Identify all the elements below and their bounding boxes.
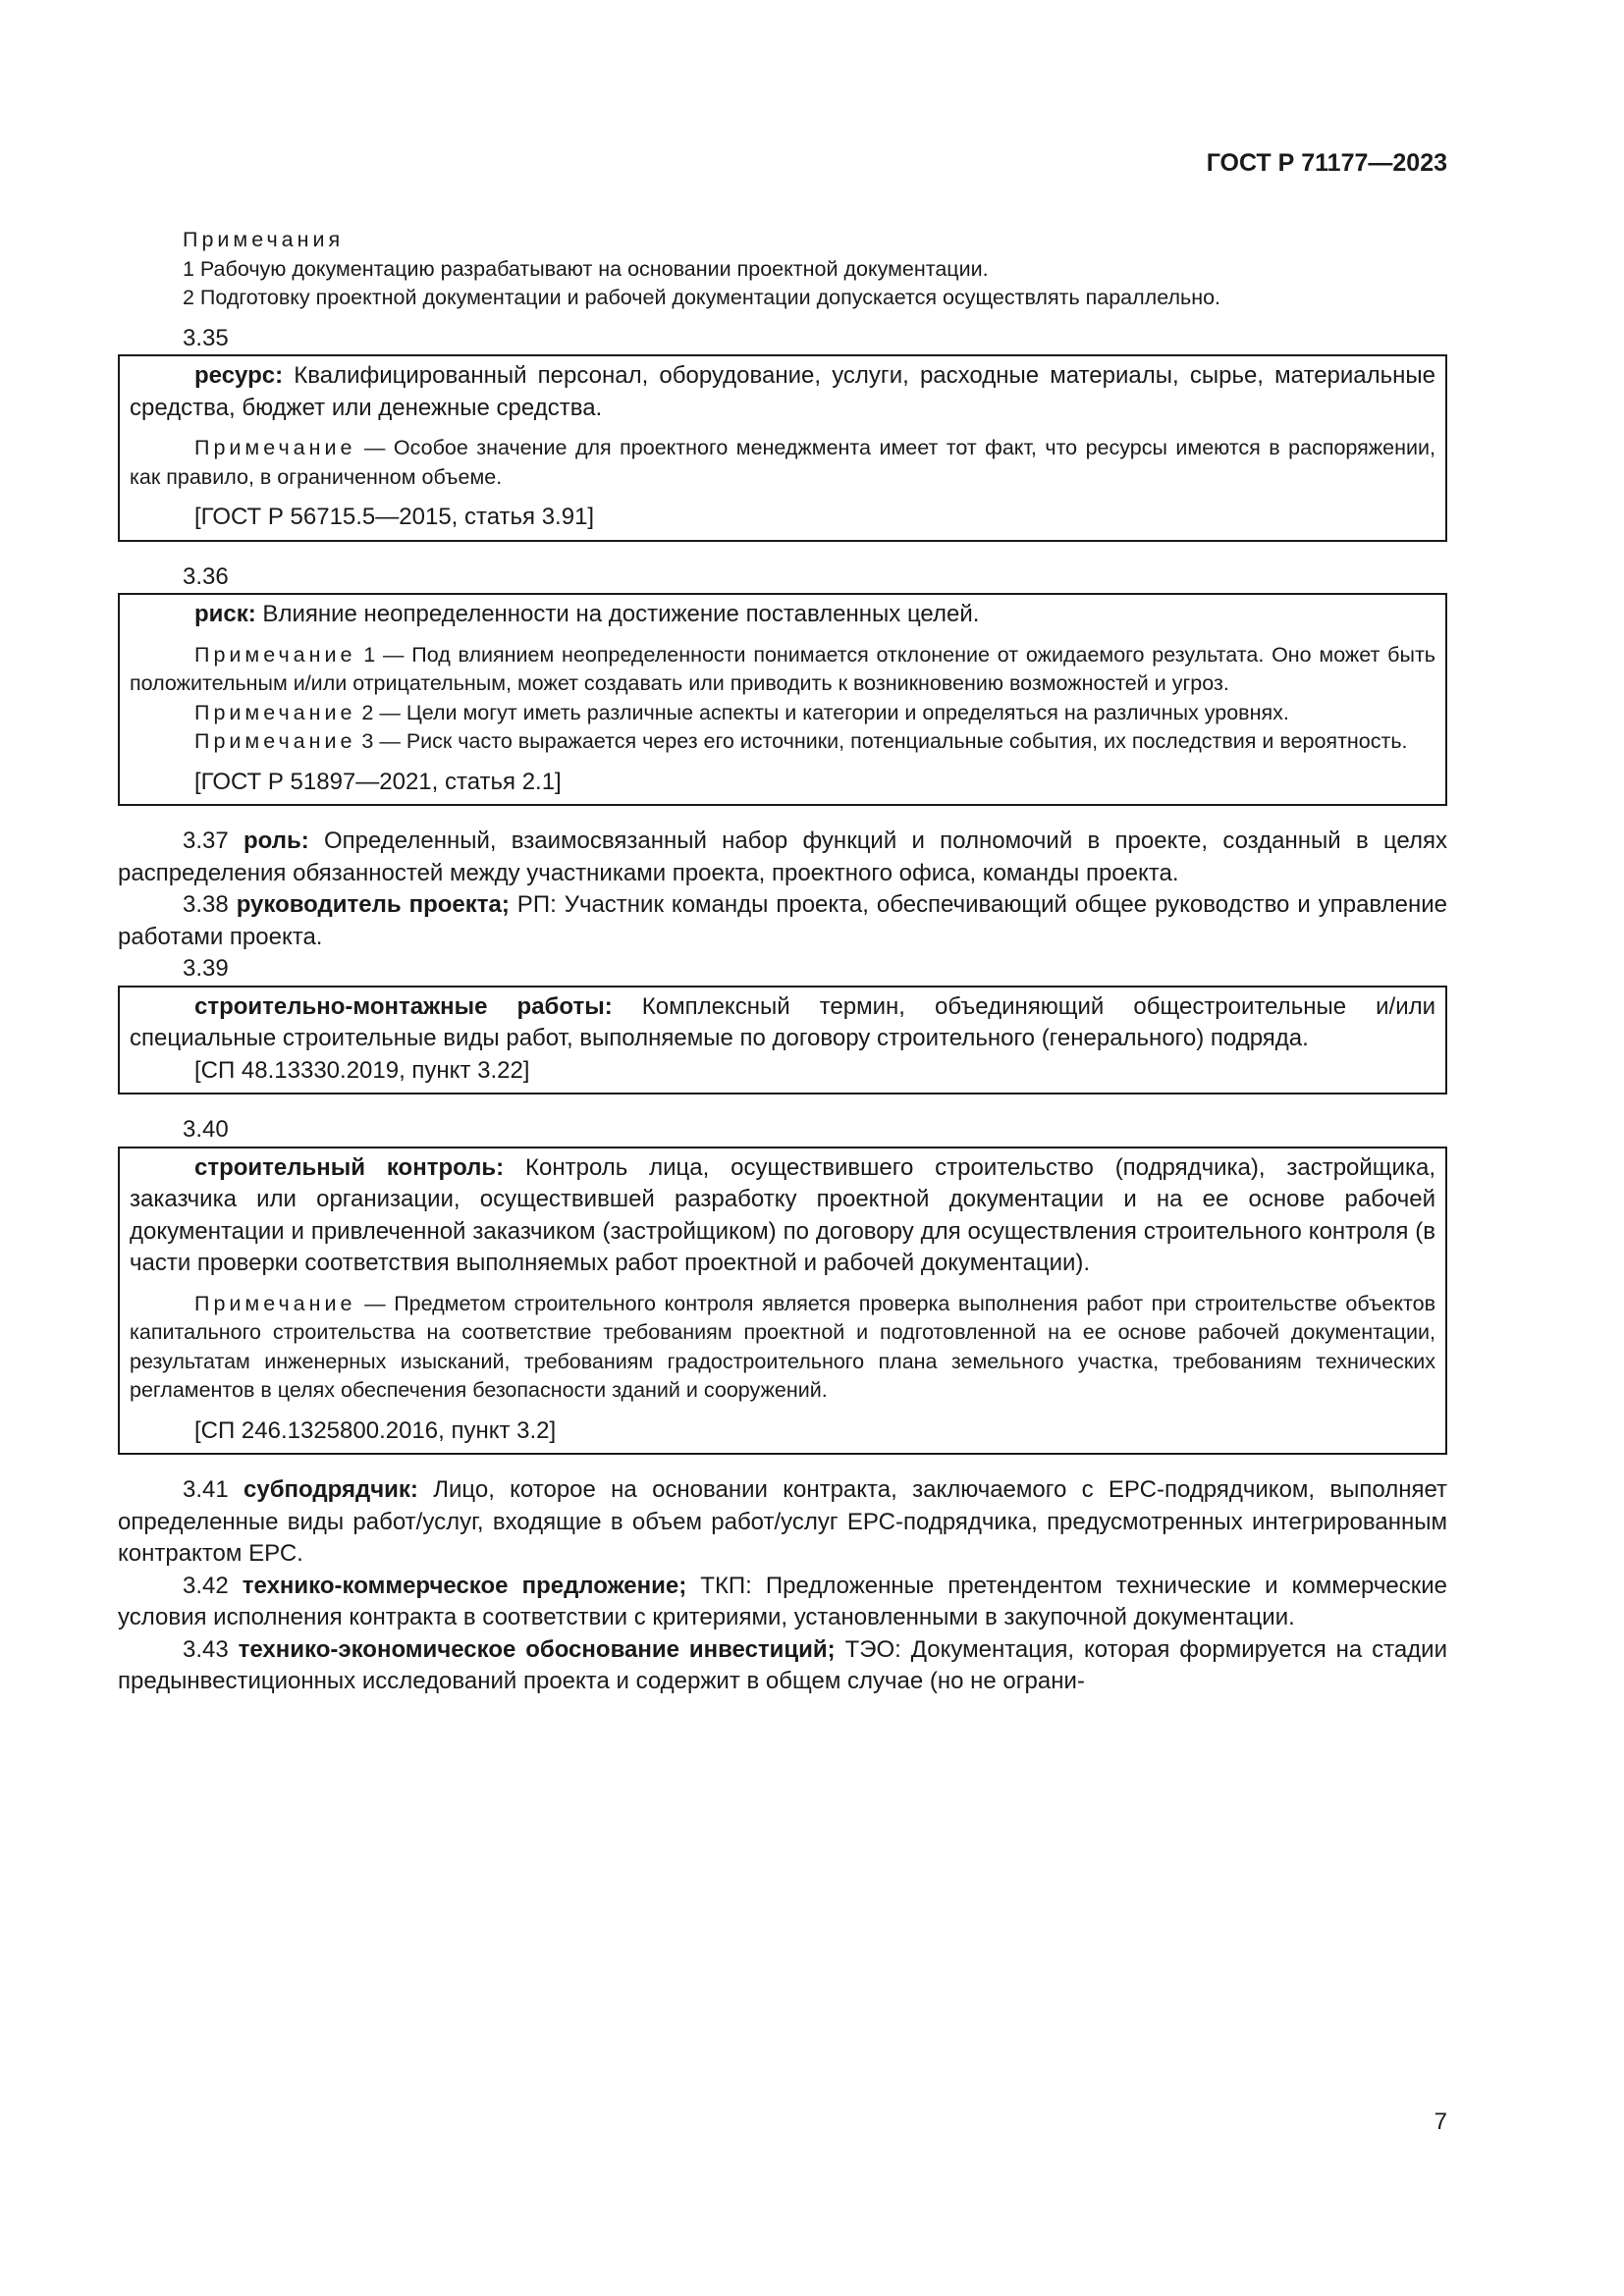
definition-text: ТКП: Предложенные претендентом технические и коммерческие условия исполнения контракта в соответствии с критериями, установленными в закупочной документации. — [118, 1572, 1447, 1630]
term-source: [СП 48.13330.2019, пункт 3.22] — [194, 1056, 530, 1084]
note-text: 1 — Под влиянием неопределенности понимается отклонение от ожидаемого результата. Оно может быть положительным и/или отрицательным, может создавать или приводить к возникновению возможностей и угроз. — [130, 642, 1435, 695]
entry-number: 3.41 — [183, 1476, 229, 1503]
term: ресурс: — [194, 362, 284, 389]
term: технико-коммерческое предложение; — [242, 1572, 687, 1599]
note-text: — Предметом строительного контроля является проверка выполнения работ при строительстве объектов капитального строительства на соответствие требованиям проектной и подготовленной на ее основе рабочей документации, результатам инженерных изысканий, требованиям градостроительного плана земельного участка, требованиям технических регламентов в целях обеспечения безопасности зданий и сооружений. — [130, 1291, 1435, 1402]
term-note — [130, 434, 1435, 492]
notes-title: Примечания — [183, 228, 345, 251]
note-label: Примечание — [194, 1291, 356, 1315]
term: строительный контроль: — [194, 1153, 505, 1181]
definition-text: Комплексный термин, объединяющий общестроительные и/или специальные строительные виды работ, выполняемые по договору строительного (генерального) подряда. — [130, 992, 1436, 1051]
note-text: 3 — Риск часто выражается через его источники, потенциальные события, их последствия и вероятность. — [355, 729, 1408, 753]
definition-text: РП: Участник команды проекта, обеспечивающий общее руководство и управление работами проекта. — [118, 891, 1447, 950]
term-box-3-35 — [118, 354, 1447, 542]
term-note — [130, 699, 1435, 728]
note-text: — Особое значение для проектного менеджмента имеет тот факт, что ресурсы имеются в распоряжении, как правило, в ограниченном объеме. — [130, 436, 1435, 489]
term: технико-экономическое обоснование инвестиций; — [238, 1635, 836, 1663]
definition-text: Лицо, которое на основании контракта, заключаемого с ЕРС-подрядчиком, выполняет определенные виды работ/услуг, входящие в объем работ/услуг ЕРС-подрядчика, предусмотренных интегрированным контрактом ЕРС. — [118, 1476, 1448, 1567]
term-entry-3-37 — [118, 826, 1447, 889]
term: руководитель проекта; — [236, 891, 510, 918]
term: роль: — [243, 828, 309, 854]
definition-text: Квалифицированный персонал, оборудование, услуги, расходные материалы, сырье, материальные средства, бюджет или денежные средства. — [130, 362, 1435, 421]
term-box-3-36 — [118, 593, 1447, 806]
term-note — [130, 1290, 1435, 1406]
entry-number: 3.43 — [183, 1635, 229, 1663]
entry-number: 3.38 — [183, 891, 229, 918]
document-body — [118, 226, 1447, 1698]
note-label: Примечание — [194, 642, 356, 667]
term: субподрядчик: — [244, 1476, 418, 1503]
entry-number: 3.42 — [183, 1572, 229, 1599]
term-source: [ГОСТ Р 51897—2021, статья 2.1] — [194, 768, 562, 795]
term-entry-3-43 — [118, 1634, 1447, 1698]
entry-number: 3.36 — [183, 562, 229, 590]
entry-number: 3.39 — [183, 955, 229, 982]
document-designation: ГОСТ Р 71177—2023 — [1206, 149, 1447, 177]
notes-top — [118, 226, 1447, 313]
term-entry-3-41 — [118, 1474, 1447, 1571]
entry-number: 3.40 — [183, 1116, 229, 1143]
note-text: 2 — Цели могут иметь различные аспекты и категории и определяться на различных уровнях. — [355, 700, 1289, 724]
note-item: 1 Рабочую документацию разрабатывают на основании проектной документации. — [183, 256, 989, 281]
term-note — [130, 727, 1435, 757]
page-number: 7 — [1434, 2109, 1447, 2135]
definition-text: Определенный, взаимосвязанный набор функций и полномочий в проекте, созданный в целях распределения обязанностей между участниками проекта, проектного офиса, команды проекта. — [118, 828, 1447, 886]
note-item: 2 Подготовку проектной документации и рабочей документации допускается осуществлять параллельно. — [183, 286, 1221, 309]
term-definition — [130, 991, 1435, 1055]
entry-number: 3.37 — [183, 828, 229, 854]
term-definition — [130, 360, 1435, 424]
term-definition — [130, 1152, 1435, 1280]
term-definition — [130, 599, 1435, 631]
term: риск: — [194, 601, 256, 627]
term-note — [130, 641, 1435, 699]
definition-text: Влияние неопределенности на достижение поставленных целей. — [255, 601, 980, 627]
term: строительно-монтажные работы: — [194, 992, 613, 1020]
term-source: [ГОСТ Р 56715.5—2015, статья 3.91] — [194, 504, 595, 530]
term-box-3-40 — [118, 1147, 1447, 1456]
term-source: [СП 246.1325800.2016, пункт 3.2] — [194, 1416, 557, 1444]
definition-text: Контроль лица, осуществившего строительство (подрядчика), застройщика, заказчика или организации, осуществившей разработку проектной документации и на ее основе рабочей документации и привлеченной заказчиком (застройщиком) по договору для осуществления строительного контроля (в части проверки соответствия выполняемых работ проектной и рабочей документации). — [130, 1153, 1435, 1276]
note-label: Примечание — [194, 729, 356, 753]
note-label: Примечание — [194, 700, 356, 724]
entry-number: 3.35 — [183, 324, 229, 351]
term-entry-3-38 — [118, 889, 1447, 953]
note-label: Примечание — [194, 436, 356, 459]
term-box-3-39 — [118, 986, 1447, 1095]
definition-text: ТЭО: Документация, которая формируется на стадии предынвестиционных исследований проекта и содержит в общем случае (но не ограни- — [118, 1635, 1447, 1694]
term-entry-3-42 — [118, 1571, 1447, 1634]
